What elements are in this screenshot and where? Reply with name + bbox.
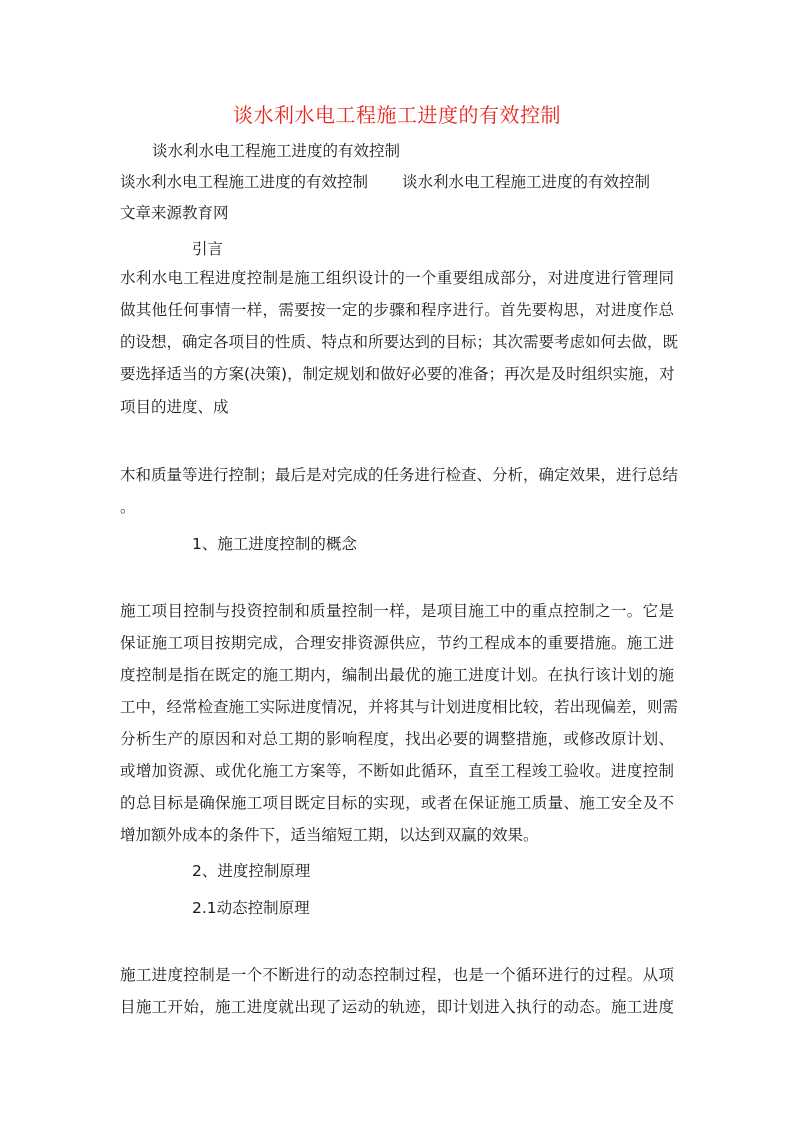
intro-line: 水利水电工程进度控制是施工组织设计的一个重要组成部分，对进度进行管理同: [120, 269, 674, 287]
intro-line: 要选择适当的方案(决策)，制定规划和做好必要的准备；再次是及时组织实施，对: [120, 365, 675, 383]
section1-line: 保证施工项目按期完成，合理安排资源供应，节约工程成本的重要措施。施工进: [120, 634, 674, 652]
intro-line: 木和质量等进行控制；最后是对完成的任务进行检查、分析，确定效果，进行总结: [120, 466, 679, 484]
section1-line: 或增加资源、或优化施工方案等，不断如此循环，直至工程竣工验收。进度控制: [120, 762, 674, 780]
section1-line: 工中，经常检查施工实际进度情况，并将其与计划进度相比较，若出现偏差，则需: [120, 698, 679, 716]
subsection-heading: 2.1动态控制原理: [192, 899, 310, 917]
section2-1-line: 施工进度控制是一个不断进行的动态控制过程，也是一个循环进行的过程。从项: [120, 966, 674, 984]
section-heading: 2、进度控制原理: [192, 862, 311, 880]
intro-line: 做其他任何事情一样，需要按一定的步骤和程序进行。首先要构思，对进度作总: [120, 301, 674, 319]
header-line: [120, 171, 650, 193]
document-subtitle: 谈水利水电工程施工进度的有效控制: [152, 142, 401, 160]
header-line-right: 谈水利水电工程施工进度的有效控制: [402, 173, 651, 191]
section2-1-line: 目施工开始，施工进度就出现了运动的轨迹，即计划进入执行的动态。施工进度: [120, 998, 674, 1016]
section1-line: 度控制是指在既定的施工期内，编制出最优的施工进度计划。在执行该计划的施: [120, 666, 674, 684]
intro-heading: 引言: [192, 240, 224, 258]
header-line-left: 谈水利水电工程施工进度的有效控制: [120, 173, 369, 191]
section-heading: 1、施工进度控制的概念: [192, 535, 357, 553]
intro-line: 项目的进度、成: [120, 398, 229, 416]
section1-line: 的总目标是确保施工项目既定目标的实现，或者在保证施工质量、施工安全及不: [120, 794, 674, 812]
section1-line: 分析生产的原因和对总工期的影响程度，找出必要的调整措施，或修改原计划、: [120, 730, 674, 748]
document-title: 谈水利水电工程施工进度的有效控制: [233, 103, 561, 127]
intro-line: 。: [120, 498, 136, 516]
section1-line: 增加额外成本的条件下，适当缩短工期，以达到双赢的效果。: [120, 826, 539, 844]
intro-line: 的设想，确定各项目的性质、特点和所要达到的目标；其次需要考虑如何去做，既: [120, 333, 679, 351]
section1-line: 施工项目控制与投资控制和质量控制一样，是项目施工中的重点控制之一。它是: [120, 602, 674, 620]
source-line: 文章来源教育网: [120, 204, 229, 222]
